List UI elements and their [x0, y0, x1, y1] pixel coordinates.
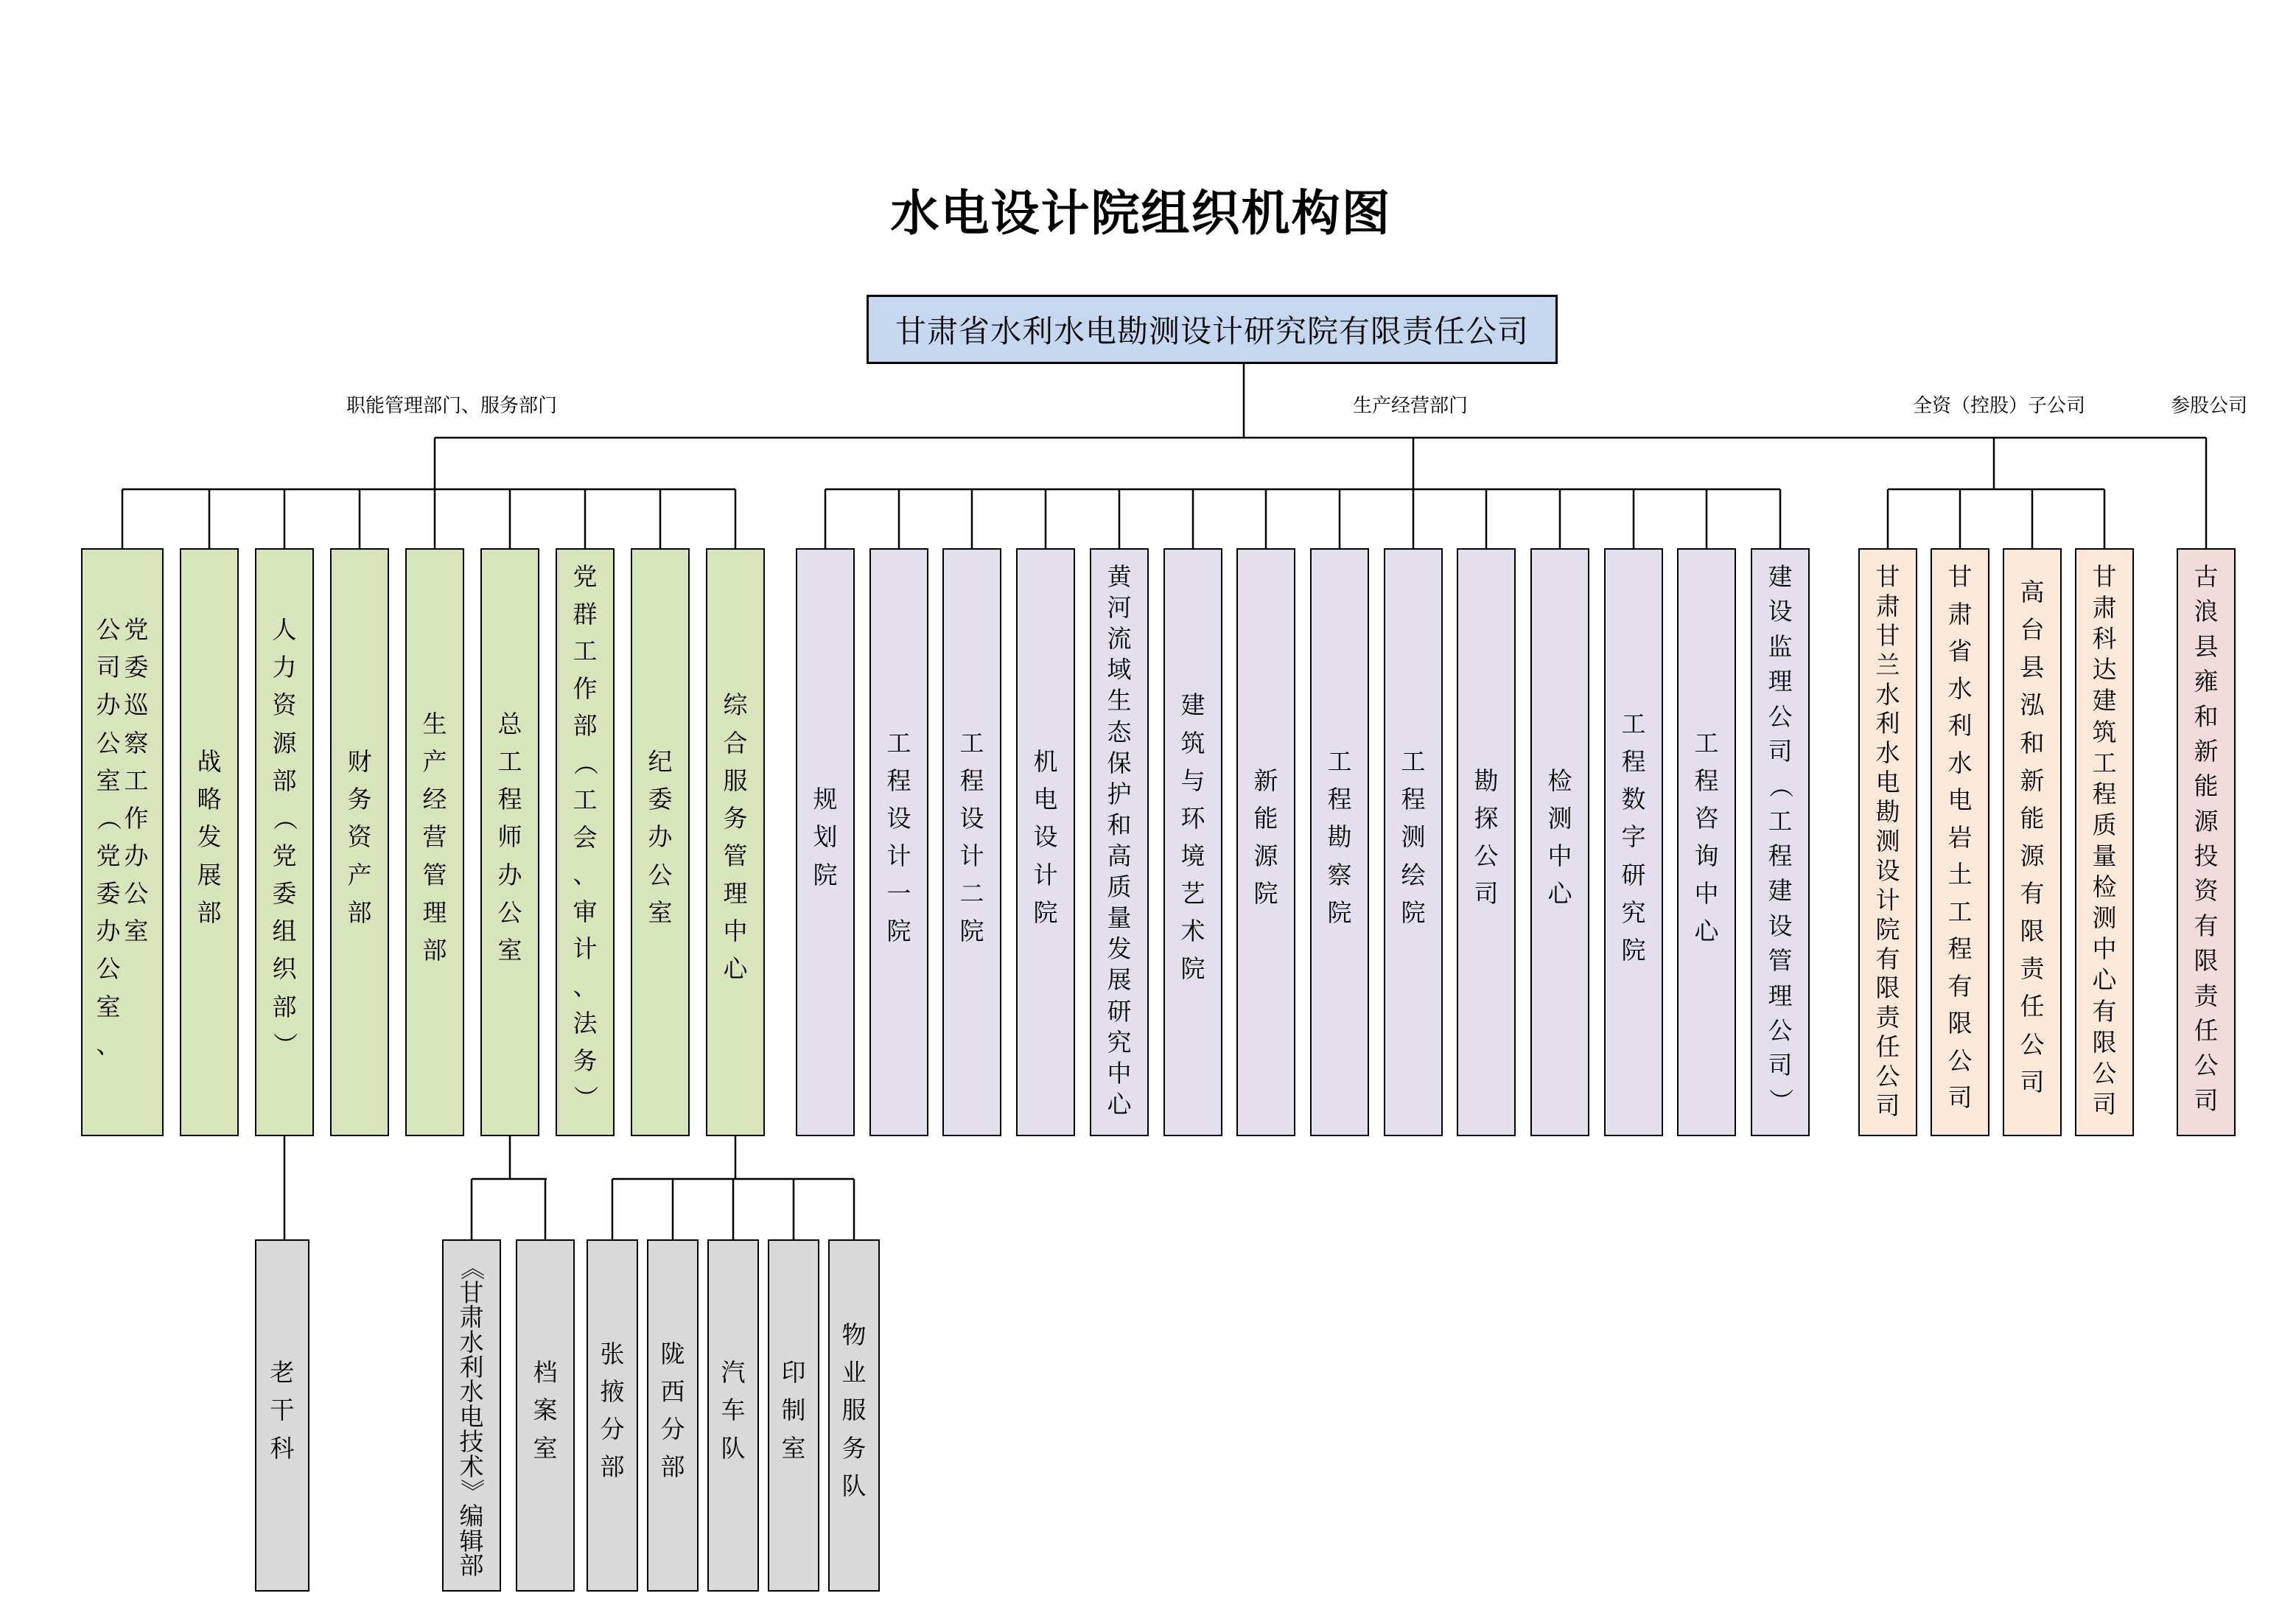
service-subunit-box: 陇 西 分 部 [647, 1239, 699, 1592]
subsidiary-box: 甘 肃 科 达 建 筑 工 程 质 量 检 测 中 心 有 限 公 司 [2075, 548, 2134, 1136]
functional-dept-box: 纪 委 办 公 室 [631, 548, 690, 1136]
category-label-production: 生产经营部门 [1353, 395, 1469, 417]
production-dept-box: 工 程 勘 察 院 [1310, 548, 1369, 1136]
functional-dept-box: 战 略 发 展 部 [180, 548, 239, 1136]
production-dept-box: 建 筑 与 环 境 艺 术 院 [1163, 548, 1222, 1136]
subsidiary-box: 甘 肃 省 水 利 水 电 岩 土 工 程 有 限 公 司 [1931, 548, 1989, 1136]
production-dept-box: 规 划 院 [796, 548, 855, 1136]
production-dept-box: 工 程 设 计 二 院 [942, 548, 1001, 1136]
production-dept-box: 建 设 监 理 公 司 （ 工 程 建 设 管 理 公 司 ） [1751, 548, 1810, 1136]
production-dept-box: 检 测 中 心 [1530, 548, 1589, 1136]
chart-title: 水电设计院组织机构图 [890, 184, 1392, 242]
production-dept-box: 工 程 数 字 研 究 院 [1604, 548, 1663, 1136]
production-dept-box: 黄 河 流 域 生 态 保 护 和 高 质 量 发 展 研 究 中 心 [1090, 548, 1149, 1136]
functional-dept-box: 生 产 经 营 管 理 部 [405, 548, 464, 1136]
category-label-subsidiary: 全资（控股）子公司 [1913, 395, 2086, 417]
hr-subunit-box: 老 干 科 [255, 1239, 309, 1592]
subsidiary-box: 甘 肃 甘 兰 水 利 水 电 勘 测 设 计 院 有 限 责 任 公 司 [1858, 548, 1917, 1136]
functional-dept-box: 党 委 巡 察 工 作 办 公 室 公 司 办 公 室 （ 党 委 办 公 室 、 [81, 548, 164, 1136]
service-subunit-box: 印 制 室 [768, 1239, 819, 1592]
production-dept-box: 新 能 源 院 [1236, 548, 1295, 1136]
category-label-functional: 职能管理部门、服务部门 [346, 395, 558, 417]
production-dept-box: 工 程 测 绘 院 [1384, 548, 1443, 1136]
service-subunit-box: 汽 车 队 [707, 1239, 759, 1592]
participating-box: 古 浪 县 雍 和 新 能 源 投 资 有 限 责 任 公 司 [2177, 548, 2236, 1136]
functional-dept-box: 党 群 工 作 部 （ 工 会 、 审 计 、 法 务 ） [556, 548, 615, 1136]
functional-dept-box: 财 务 资 产 部 [330, 548, 389, 1136]
root-company-box: 甘肃省水利水电勘测设计研究院有限责任公司 [867, 295, 1558, 364]
subsidiary-box: 高 台 县 泓 和 新 能 源 有 限 责 任 公 司 [2003, 548, 2062, 1136]
production-dept-box: 工 程 设 计 一 院 [869, 548, 928, 1136]
functional-dept-box: 总 工 程 师 办 公 室 [480, 548, 539, 1136]
functional-dept-box: 综 合 服 务 管 理 中 心 [706, 548, 765, 1136]
category-label-participating: 参股公司 [2171, 395, 2248, 417]
production-dept-box: 机 电 设 计 院 [1016, 548, 1075, 1136]
chief-eng-subunit-box: 档 案 室 [516, 1239, 575, 1592]
functional-dept-box: 人 力 资 源 部 （ 党 委 组 织 部 ） [255, 548, 314, 1136]
production-dept-box: 勘 探 公 司 [1457, 548, 1516, 1136]
chief-eng-subunit-box: 《 甘 肃 水 利 水 电 技 术 》 编 辑 部 [442, 1239, 501, 1592]
production-dept-box: 工 程 咨 询 中 心 [1677, 548, 1736, 1136]
service-subunit-box: 张 掖 分 部 [587, 1239, 638, 1592]
service-subunit-box: 物 业 服 务 队 [828, 1239, 880, 1592]
